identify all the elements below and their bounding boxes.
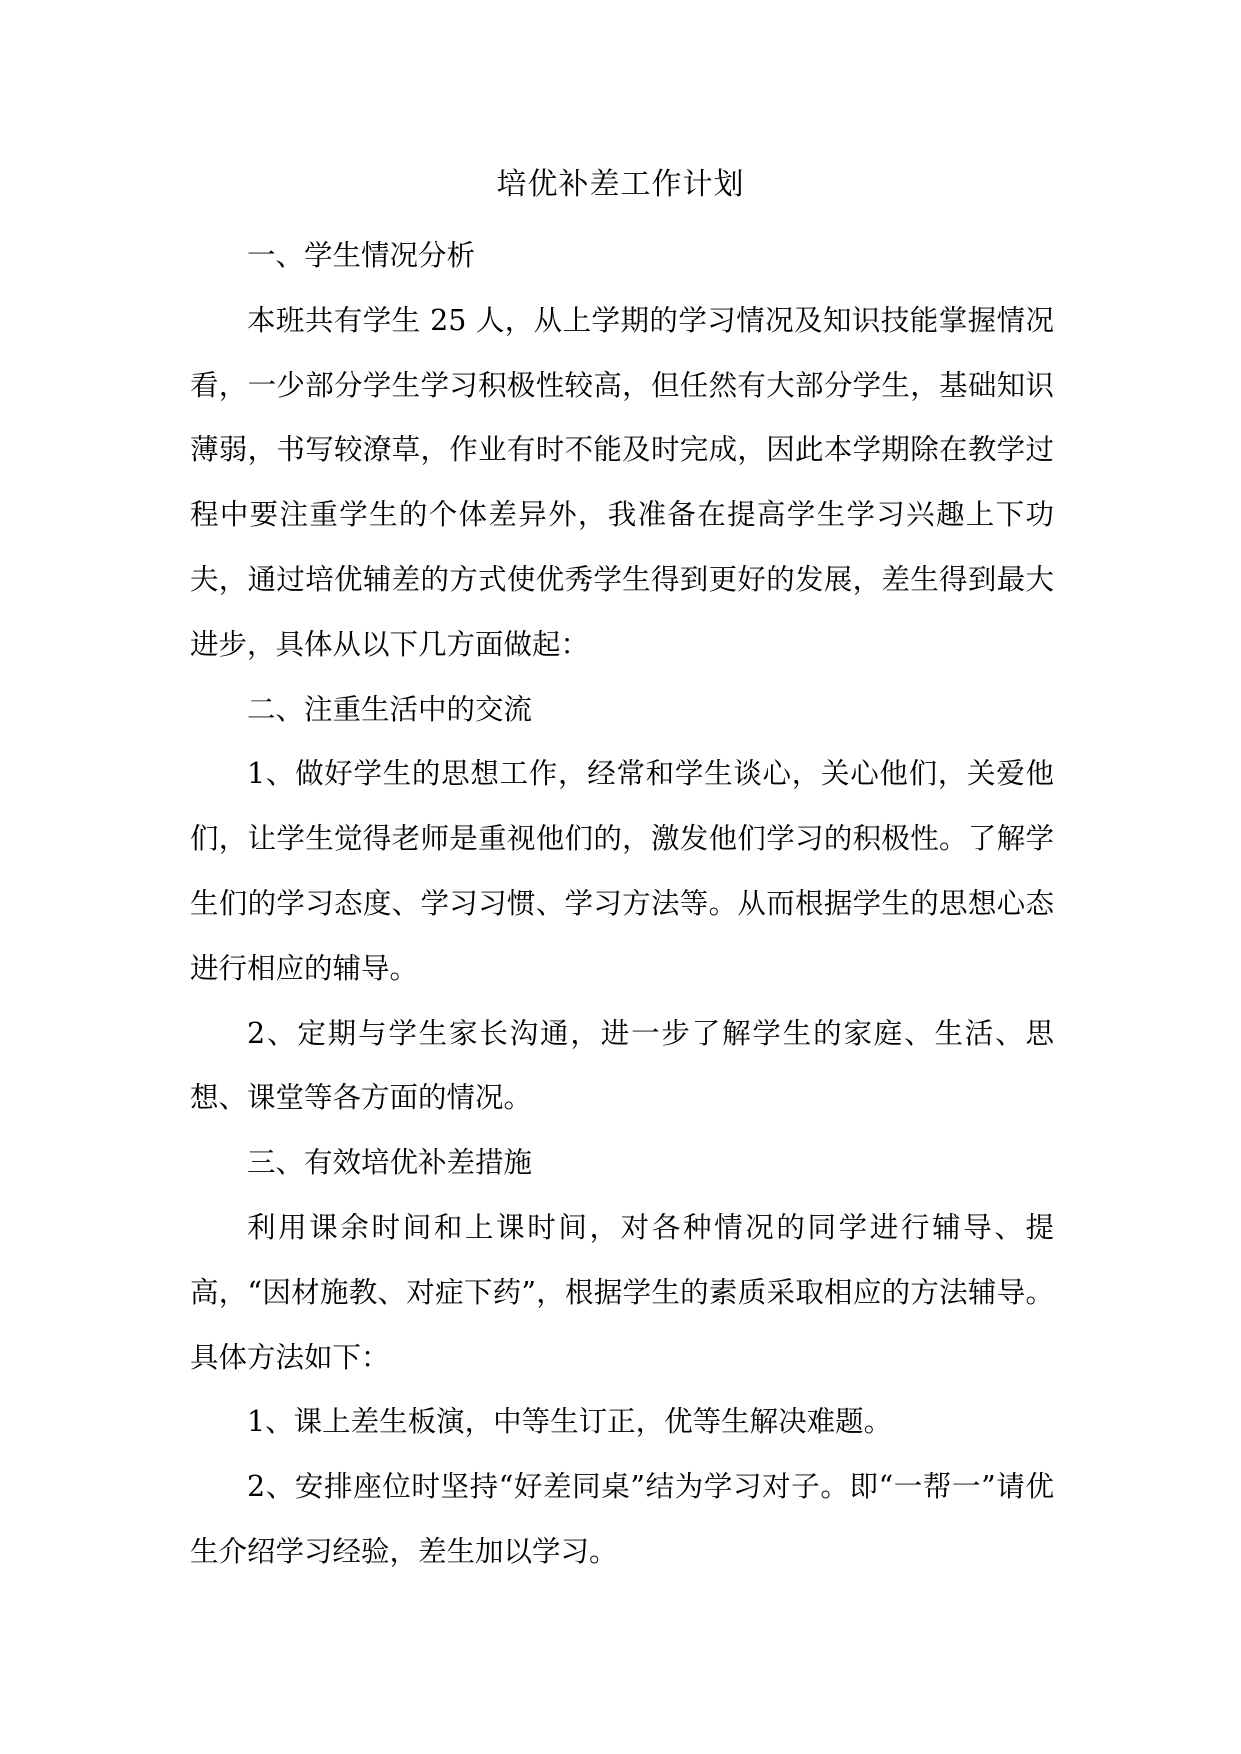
- document-body: [190, 224, 1054, 1585]
- paragraph-measure-1: 1、课上差生板演，中等生订正，优等生解决难题。: [247, 1405, 893, 1439]
- document-title: 培优补差工作计划: [496, 167, 745, 202]
- paragraph-item-2-parent-contact: 2、定期与学生家长沟通，进一步了解学生的家庭、生活、思想、课堂等各方面的情况。: [190, 1016, 1054, 1115]
- paragraph-measures-intro: 利用课余时间和上课时间，对各种情况的同学进行辅导、提高，“因材施教、对症下药”，根据学生的素质采取相应的方法辅导。具体方法如下：: [190, 1210, 1054, 1374]
- section-heading-student-analysis: 一、学生情况分析: [247, 239, 476, 272]
- paragraph-class-overview: 本班共有学生 25 人，从上学期的学习情况及知识技能掌握情况看，一少部分学生学习积极性较高，但任然有大部分学生，基础知识薄弱，书写较潦草，作业有时不能及时完成，因此本学期除在教学过程中要注重学生的个体差异外，我准备在提高学生学习兴趣上下功夫，通过培优辅差的方式使优秀学生得到更好的发展，差生得到最大进步，具体从以下几方面做起：: [190, 303, 1054, 661]
- paragraph-item-1-student-work: 1、做好学生的思想工作，经常和学生谈心，关心他们，关爱他们，让学生觉得老师是重视他们的，激发他们学习的积极性。了解学生们的学习态度、学习习惯、学习方法等。从而根据学生的思想心态进行相应的辅导。: [190, 757, 1054, 985]
- paragraph-measure-2: 2、安排座位时坚持“好差同桌”结为学习对子。即“一帮一”请优生介绍学习经验，差生加以学习。: [190, 1470, 1054, 1568]
- section-heading-communication: 二、注重生活中的交流: [247, 692, 533, 726]
- section-heading-measures: 三、有效培优补差措施: [247, 1146, 533, 1180]
